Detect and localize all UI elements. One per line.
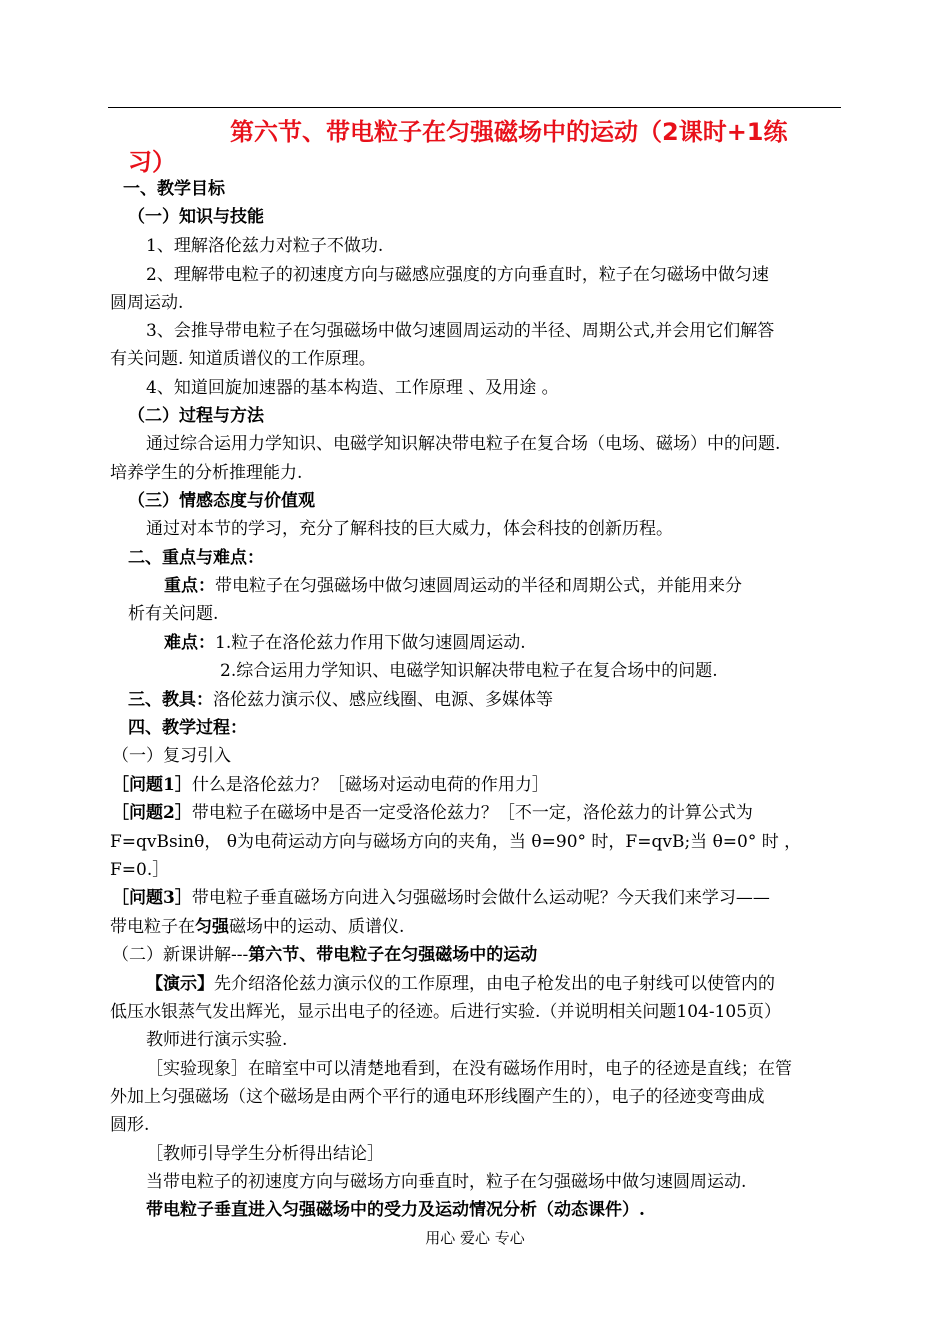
keypoint-line2: 析有关问题. bbox=[128, 604, 219, 624]
demo-text: 先介绍洛伦兹力演示仪的工作原理，由电子枪发出的电子射线可以使管内的 bbox=[214, 974, 775, 994]
document-title-line2: 习） bbox=[128, 148, 176, 176]
header-rule bbox=[108, 107, 841, 108]
subheading-review: （一）复习引入 bbox=[112, 746, 231, 766]
question-2-label: ［问题2］ bbox=[112, 803, 192, 823]
subheading-attitude: （三）情感态度与价值观 bbox=[128, 491, 315, 511]
question-2-text: 带电粒子在磁场中是否一定受洛伦兹力？［不一定，洛伦兹力的计算公式为 bbox=[191, 803, 753, 823]
question-1 bbox=[112, 774, 549, 796]
demo-line3: 教师进行演示实验. bbox=[146, 1030, 288, 1050]
demo-line2: 低压水银蒸气发出辉光，显示出电子的径迹。后进行实验.（并说明相关问题104-105页） bbox=[110, 1002, 782, 1022]
demo-label: 【演示】 bbox=[146, 974, 214, 994]
question-1-label: ［问题1］ bbox=[112, 775, 192, 795]
question-2-formula-line: F=qvBsinθ， θ为电荷运动方向与磁场方向的夹角，当 θ=90° 时，F=qvB;当 θ=0° 时 ， bbox=[110, 832, 802, 852]
teaching-aids-label: 三、教具： bbox=[128, 690, 213, 710]
difficulty-line1 bbox=[164, 632, 526, 654]
question-3-label: ［问题3］ bbox=[112, 888, 192, 908]
difficulty-1: 1.粒子在洛伦兹力作用下做匀速圆周运动. bbox=[215, 633, 526, 653]
question-3-line2-part1: 带电粒子在 bbox=[110, 917, 195, 937]
keypoint-label: 重点： bbox=[164, 576, 215, 596]
section-heading-keypoints: 二、重点与难点： bbox=[128, 548, 264, 568]
experiment-line1: ［实验现象］在暗室中可以清楚地看到，在没有磁场作用时，电子的径迹是直线；在管 bbox=[146, 1059, 792, 1079]
teaching-aids-text: 洛伦兹力演示仪、感应线圈、电源、多媒体等 bbox=[213, 690, 553, 710]
question-2 bbox=[112, 802, 753, 824]
process-paragraph-line2: 培养学生的分析推理能力. bbox=[110, 463, 303, 483]
subheading-process: （二）过程与方法 bbox=[128, 406, 264, 426]
new-lesson-title: 第六节、带电粒子在匀强磁场中的运动 bbox=[248, 945, 538, 965]
attitude-paragraph: 通过对本节的学习，充分了解科技的巨大威力，体会科技的创新历程。 bbox=[146, 519, 673, 539]
difficulty-2: 2.综合运用力学知识、电磁学知识解决带电粒子在复合场中的问题. bbox=[220, 661, 718, 681]
keypoint-line1 bbox=[164, 575, 742, 597]
section-heading-objectives: 一、教学目标 bbox=[123, 179, 225, 199]
experiment-line2: 外加上匀强磁场（这个磁场是由两个平行的通电环形线圈产生的），电子的径迹变弯曲成 bbox=[110, 1087, 765, 1107]
section-teaching-aids bbox=[128, 689, 553, 711]
question-3-line2 bbox=[110, 916, 404, 938]
section-heading-process: 四、教学过程： bbox=[128, 718, 247, 738]
teacher-guide: ［教师引导学生分析得出结论］ bbox=[146, 1144, 384, 1164]
question-3-text: 带电粒子垂直磁场方向进入匀强磁场时会做什么运动呢？今天我们来学习—— bbox=[191, 888, 770, 908]
demo-line1 bbox=[146, 973, 775, 995]
subheading-knowledge: （一）知识与技能 bbox=[128, 207, 264, 227]
conclusion: 当带电粒子的初速度方向与磁场方向垂直时，粒子在匀强磁场中做匀速圆周运动. bbox=[146, 1172, 747, 1192]
keypoint-text: 带电粒子在匀强磁场中做匀速圆周运动的半径和周期公式，并能用来分 bbox=[215, 576, 742, 596]
experiment-line3: 圆形. bbox=[110, 1115, 150, 1135]
question-1-text: 什么是洛伦兹力？［磁场对运动电荷的作用力］ bbox=[191, 775, 549, 795]
question-3-line2-bold: 匀强 bbox=[195, 917, 229, 937]
analysis-heading: 带电粒子垂直进入匀强磁场中的受力及运动情况分析（动态课件）. bbox=[146, 1200, 645, 1220]
objective-item-2-line2: 圆周运动. bbox=[110, 293, 184, 313]
subheading-new-lesson bbox=[112, 944, 537, 966]
new-lesson-prefix: （二）新课讲解--- bbox=[112, 945, 249, 965]
question-2-end: F=0.］ bbox=[110, 860, 170, 880]
page-footer: 用心 爱心 专心 bbox=[425, 1229, 525, 1247]
objective-item-2-line1: 2、理解带电粒子的初速度方向与磁感应强度的方向垂直时，粒子在匀磁场中做匀速 bbox=[146, 265, 769, 285]
objective-item-3-line2: 有关问题. 知道质谱仪的工作原理。 bbox=[110, 349, 376, 369]
difficulty-label: 难点： bbox=[164, 633, 215, 653]
document-title-line1: 第六节、带电粒子在匀强磁场中的运动（2课时+1练 bbox=[230, 118, 788, 146]
objective-item-1: 1、理解洛伦兹力对粒子不做功. bbox=[146, 236, 384, 256]
objective-item-4: 4、知道回旋加速器的基本构造、工作原理 、及用途 。 bbox=[146, 378, 559, 398]
objective-item-3-line1: 3、会推导带电粒子在匀强磁场中做匀速圆周运动的半径、周期公式,并会用它们解答 bbox=[146, 321, 775, 341]
process-paragraph-line1: 通过综合运用力学知识、电磁学知识解决带电粒子在复合场（电场、磁场）中的问题. bbox=[146, 434, 781, 454]
question-3 bbox=[112, 887, 770, 909]
question-3-line2-part2: 磁场中的运动、质谱仪. bbox=[229, 917, 405, 937]
